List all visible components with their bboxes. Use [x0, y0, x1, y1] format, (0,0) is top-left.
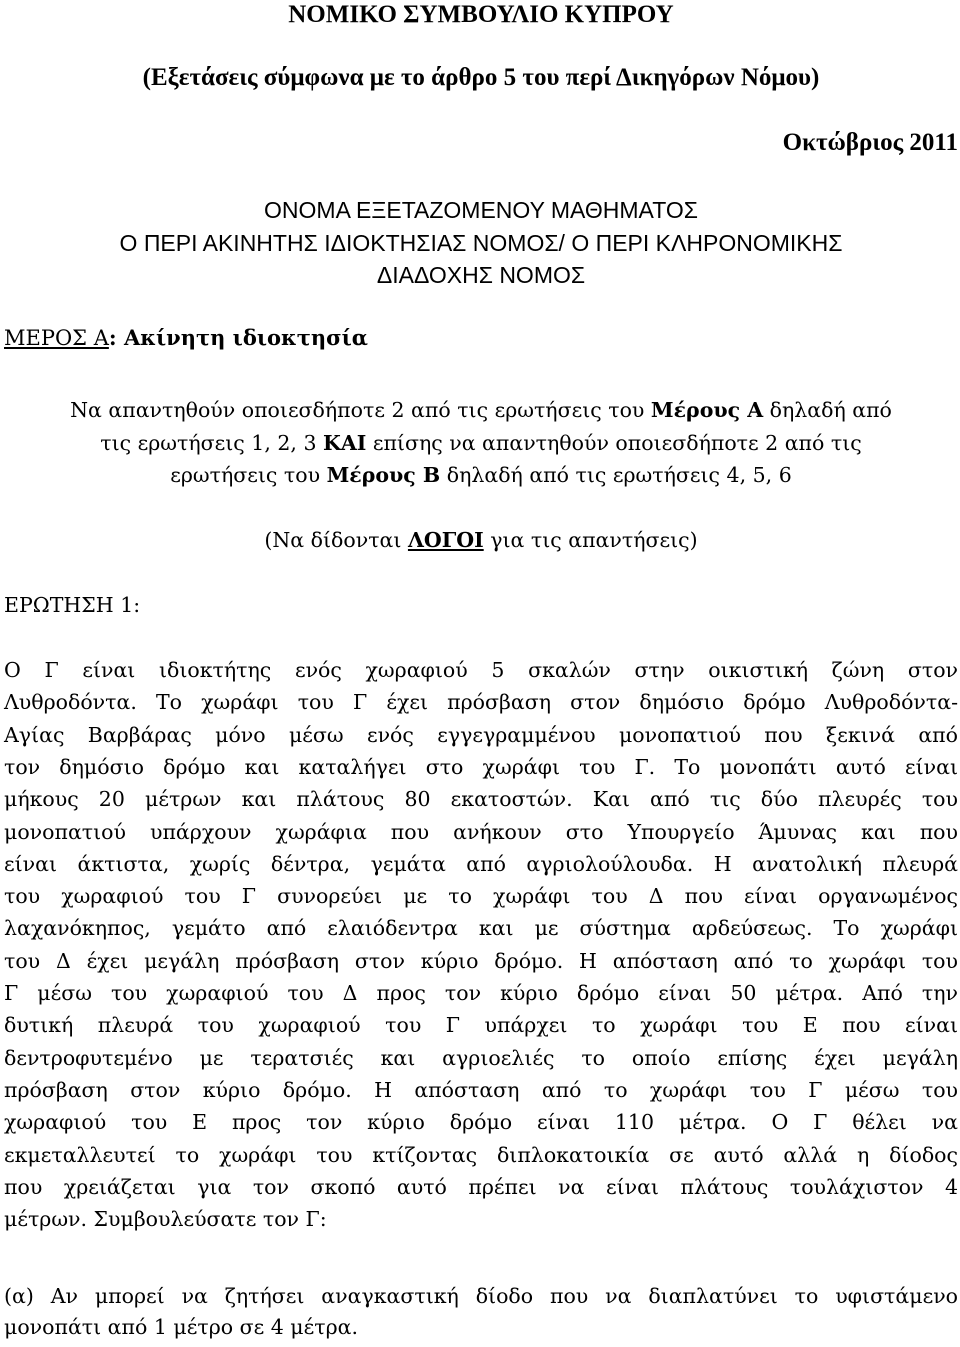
reasons-note [4, 525, 958, 555]
question-label: ΕΡΩΤΗΣΗ 1: [4, 593, 141, 617]
question-body-line: είναι άκτιστα, χωρίς δέντρα, γεμάτα από αγριολούλουδα. Η ανατολική πλευρά [4, 851, 958, 876]
question-body-line: Γ μέσω του χωραφιού του Δ προς τον κύριο δρόμο είναι 50 μέτρα. Από την [4, 981, 958, 1005]
question-body-line: τον δημόσιο δρόμο και καταλήγει στο χωράφι του Γ. Το μονοπάτι αυτό είναι [4, 754, 958, 779]
reasons-emphasis: ΛΟΓΟΙ [407, 528, 484, 552]
instructions-line-3 [4, 460, 958, 490]
instructions-text: επίσης να απαντηθούν οποιεσδήποτε 2 από τις [366, 431, 862, 455]
part-a-title: : Ακίνητη ιδιοκτησία [108, 325, 368, 350]
document-page [4, 0, 958, 1347]
sub-question-a-line-2: μονοπάτι από 1 μέτρο σε 4 μέτρα. [4, 1315, 358, 1339]
question-body-line: που χρειάζεται για τον σκοπό αυτό πρέπει να είναι πλάτους τουλάχιστον 4 [4, 1174, 958, 1199]
sub-question-a-line-1: (α) Αν μπορεί να ζητήσει αναγκαστική δίοδο που να διαπλατύνει το υφιστάμενο [4, 1284, 958, 1308]
question-body-line: μονοπατιού υπάρχουν χωράφια που ανήκουν στο Υπουργείο Άμυνας και που [4, 819, 958, 844]
question-body-line: εκμεταλλευτεί το χωράφι του κτίζοντας διπλοκατοικία σε αυτό αλλά η δίοδος [4, 1142, 958, 1167]
question-body-line: Λυθροδόντα. Το χωράφι του Γ έχει πρόσβαση στον δημόσιο δρόμο Λυθροδόντα- [4, 690, 958, 715]
reasons-text: για τις απαντήσεις) [483, 528, 698, 552]
part-a-heading [4, 323, 958, 353]
question-body-line: του χωραφιού του Γ συνορεύει με το χωράφι του Δ που είναι οργανωμένος [4, 884, 958, 909]
instructions-text: δηλαδή από [763, 398, 892, 422]
exam-date: Οκτώβριος 2011 [782, 129, 958, 156]
instructions-text: δηλαδή από τις ερωτήσεις 4, 5, 6 [440, 463, 792, 487]
part-a-label: ΜΕΡΟΣ Α [4, 326, 109, 350]
question-body-line: λαχανόκηπος, γεμάτο από ελαιόδεντρα και με σύστημα αρδεύσεως. Το χωράφι [4, 916, 958, 941]
instructions-part-a: Μέρους Α [650, 398, 764, 422]
council-title: ΝΟΜΙΚΟ ΣΥΜΒΟΥΛΙΟ ΚΥΠΡΟΥ [288, 1, 674, 28]
question-body-line: μήκους 20 μέτρων και πλάτους 80 εκατοστών. Και από τις δύο πλευρές του [4, 787, 958, 812]
question-body-line: χωραφιού του Ε προς τον κύριο δρόμο είναι 110 μέτρα. Ο Γ θέλει να [4, 1110, 958, 1135]
question-body-line: Αγίας Βαρβάρας μόνο μέσω ενός εγγεγραμμένου μονοπατιού που ξεκινά από [4, 722, 958, 747]
question-body-line: Ο Γ είναι ιδιοκτήτης ενός χωραφιού 5 σκαλών στην οικιστική ζώνη στον [4, 658, 958, 682]
instructions-text: ερωτήσεις του [170, 463, 327, 487]
subject-line-1: Ο ΠΕΡΙ ΑΚΙΝΗΤΗΣ ΙΔΙΟΚΤΗΣΙΑΣ ΝΟΜΟΣ/ Ο ΠΕΡΙ ΚΛΗΡΟΝΟΜΙΚΗΣ [119, 230, 843, 256]
question-body-line: μέτρων. Συμβουλεύσατε τον Γ: [4, 1207, 327, 1232]
question-body-line: δυτική πλευρά του χωραφιού του Γ υπάρχει το χωράφι του Ε που είναι [4, 1013, 958, 1038]
exam-basis-line: (Εξετάσεις σύμφωνα με το άρθρο 5 του περί Δικηγόρων Νόμου) [142, 64, 820, 91]
instructions-and: ΚΑΙ [323, 431, 367, 455]
instructions-text: Να απαντηθούν οποιεσδήποτε 2 από τις ερωτήσεις του [70, 398, 651, 422]
reasons-text: (Να δίδονται [264, 528, 408, 552]
subject-line-2: ΔΙΑΔΟΧΗΣ ΝΟΜΟΣ [376, 262, 586, 288]
question-body-line: πρόσβαση στον κύριο δρόμο. Η απόσταση από το χωράφι του Γ μέσω του [4, 1077, 958, 1102]
instructions-text: τις ερωτήσεις 1, 2, 3 [100, 431, 323, 455]
instructions-line-2 [4, 428, 958, 458]
subject-heading: ΟΝΟΜΑ ΕΞΕΤΑΖΟΜΕΝΟΥ ΜΑΘΗΜΑΤΟΣ [264, 197, 698, 223]
question-body-line: δεντροφυτεμένο με τερατσιές και αγριοελιές το οποίο επίσης έχει μεγάλη [4, 1045, 958, 1070]
instructions-part-b: Μέρους Β [326, 463, 441, 487]
question-body-line: του Δ έχει μεγάλη πρόσβαση στον κύριο δρόμο. Η απόσταση από το χωράφι του [4, 948, 958, 973]
instructions-line-1 [4, 395, 958, 425]
